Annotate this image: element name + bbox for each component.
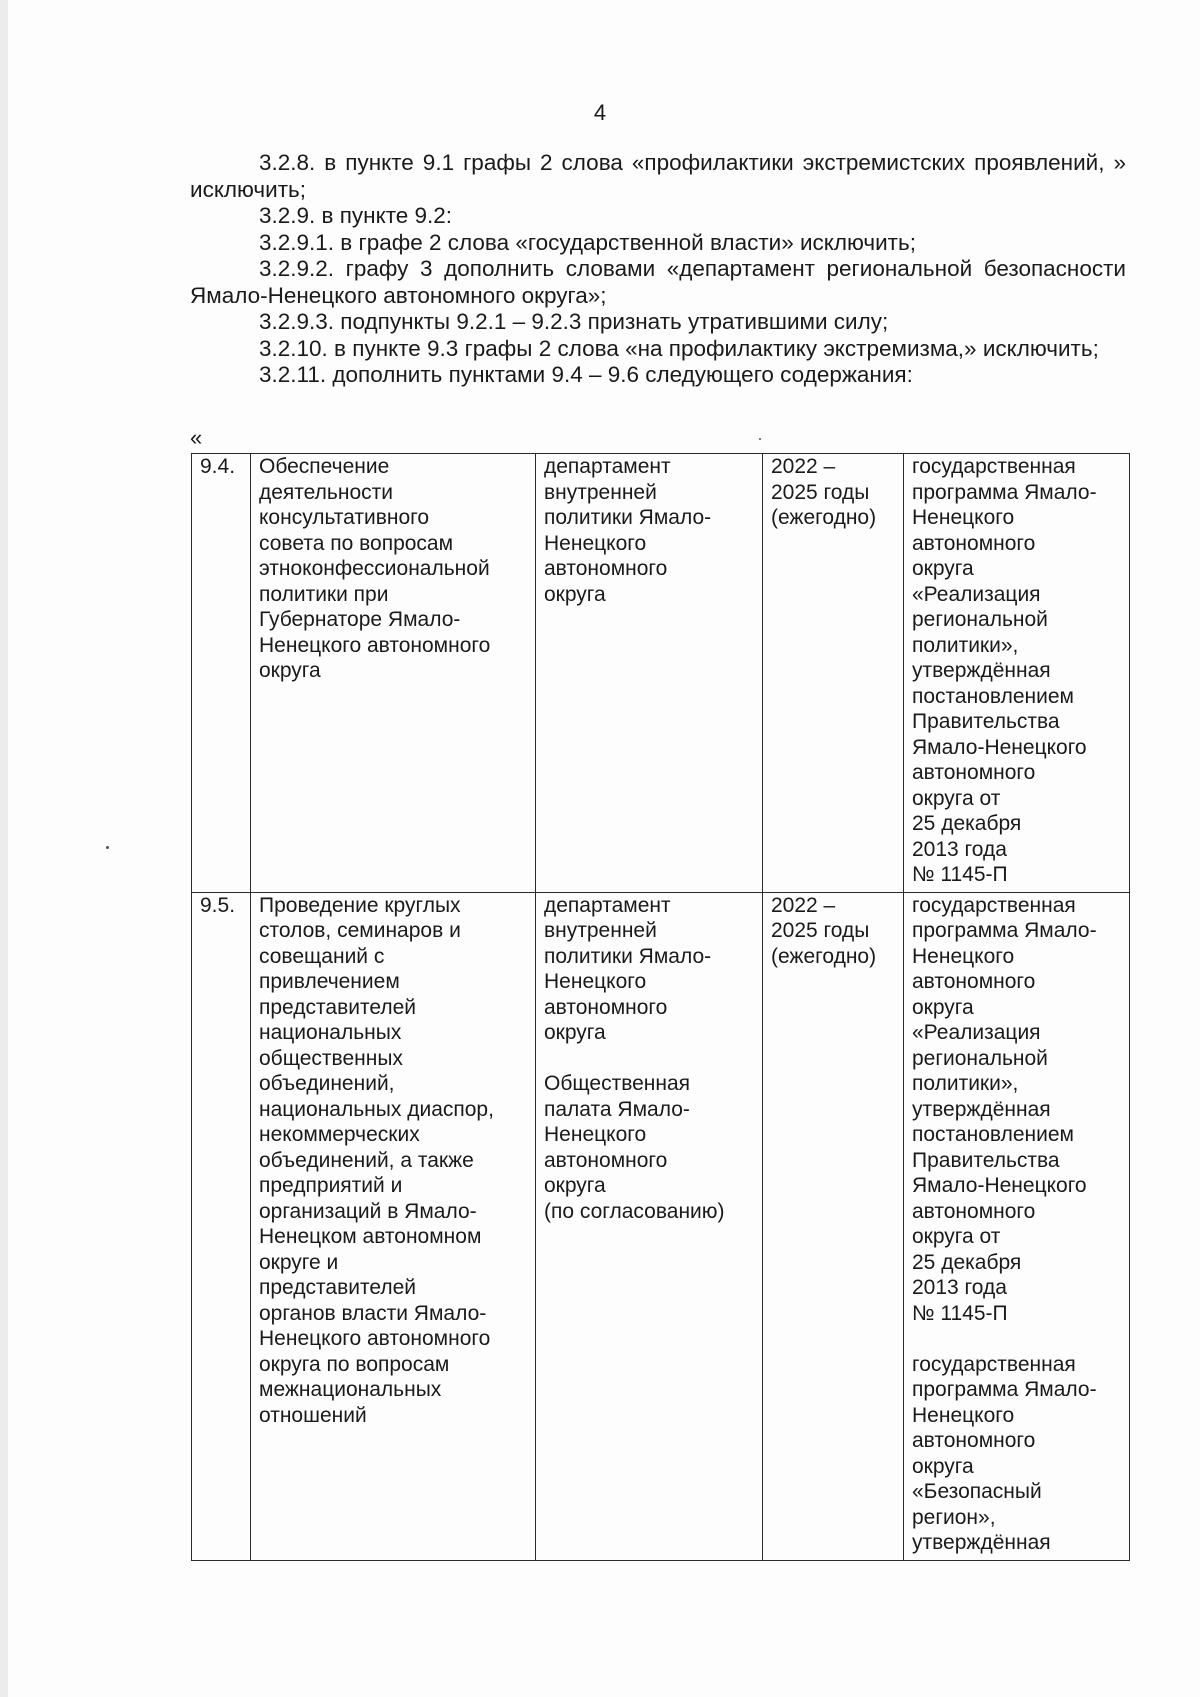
table-row [192,892,1130,1560]
cell-number: 9.5. [192,892,251,1560]
paragraph-3-2-11: 3.2.11. дополнить пунктами 9.4 – 9.6 следующего содержания: [259,362,913,387]
cell-measure: Обеспечение деятельности консультативного совета по вопросам этноконфессиональной политики при Губернаторе Ямало- Ненецкого автономного округа [251,454,536,893]
cell-number: 9.4. [192,454,251,893]
amendment-text [190,150,1126,389]
paragraph-3-2-9-1: 3.2.9.1. в графе 2 слова «государственной власти» исключить; [259,229,916,255]
paragraph-3-2-9-3: 3.2.9.3. подпункты 9.2.1 – 9.2.3 признать утратившими силу; [259,309,889,334]
cell-period: 2022 – 2025 годы (ежегодно) [763,892,904,1560]
opening-quote-mark: « [190,425,203,450]
cell-executor: департамент внутренней политики Ямало- Ненецкого автономного округа Общественная палата Ямало- Ненецкого автономного округа (по согласованию) [536,892,763,1560]
scan-speck [106,846,109,849]
measures-table [191,453,1130,1561]
cell-program: государственная программа Ямало- Ненецкого автономного округа «Реализация региональной политики», утверждённая постановлением Правительства Ямало-Ненецкого автономного округа от 25 декабря 2013 года № 1145-П государственная программа Ямало- Ненецкого автономного округа «Безопасный регион», утверждённая [904,892,1130,1560]
table-row [192,454,1130,893]
cell-measure: Проведение круглых столов, семинаров и совещаний с привлечением представителей национальных общественных объединений, национальных диаспор, некоммерческих объединений, а также предприятий и организаций в Ямало- Ненецком автономном округе и представителей органов власти Ямало- Ненецкого автономного округа по вопросам межнациональных отношений [251,892,536,1560]
paragraph-3-2-8: 3.2.8. в пункте 9.1 графы 2 слова «профилактики экстремистских проявлений, » исключить; [190,150,1126,202]
cell-executor: департамент внутренней политики Ямало- Ненецкого автономного округа [536,454,763,893]
paragraph-3-2-9-2: 3.2.9.2. графу 3 дополнить словами «департамент региональной безопасности Ямало-Ненецкого автономного округа»; [190,256,1126,308]
paragraph-3-2-9: 3.2.9. в пункте 9.2: [259,203,453,228]
page-number: 4 [593,100,607,125]
scan-speck [759,438,761,440]
paragraph-3-2-10: 3.2.10. в пункте 9.3 графы 2 слова «на профилактику экстремизма,» исключить; [259,335,1099,361]
cell-period: 2022 – 2025 годы (ежегодно) [763,454,904,893]
cell-program: государственная программа Ямало- Ненецкого автономного округа «Реализация региональной политики», утверждённая постановлением Правительства Ямало-Ненецкого автономного округа от 25 декабря 2013 года № 1145-П [904,454,1130,893]
